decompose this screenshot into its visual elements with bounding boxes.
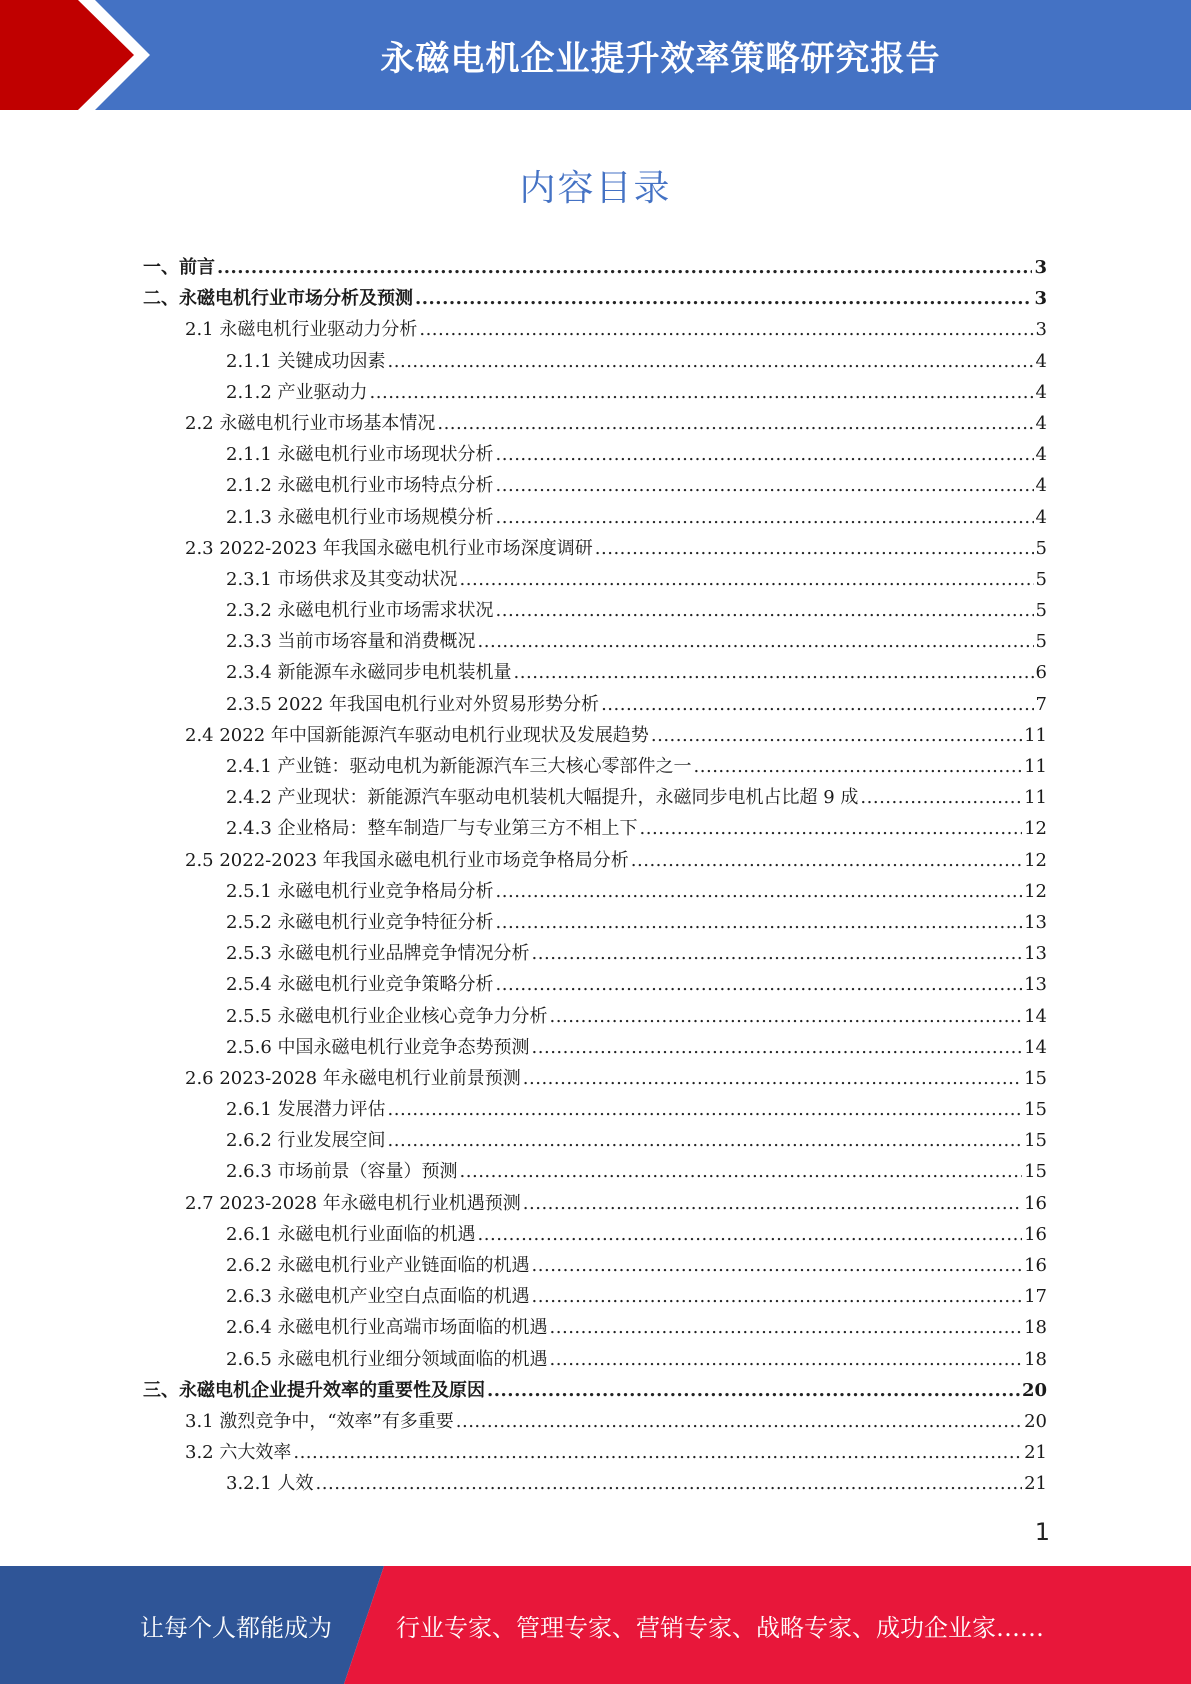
toc-dot-leader (532, 943, 1023, 964)
toc-entry[interactable] (143, 284, 1047, 315)
toc-dot-leader (478, 1224, 1023, 1245)
toc-dot-leader (496, 475, 1034, 496)
toc-dot-leader (456, 1411, 1022, 1432)
toc-entry-label: 2.4.2 产业现状：新能源汽车驱动电机装机大幅提升，永磁同步电机占比超 9 成 (226, 787, 859, 809)
toc-entry-page: 15 (1024, 1130, 1047, 1152)
toc-entry[interactable] (143, 1126, 1047, 1157)
toc-dot-leader (293, 1442, 1022, 1463)
toc-entry-label: 2.6.5 永磁电机行业细分领域面临的机遇 (226, 1348, 548, 1370)
toc-entry[interactable] (143, 970, 1047, 1001)
toc-entry-label: 2.6.1 发展潜力评估 (226, 1099, 386, 1121)
toc-entry-label: 一、前言 (143, 257, 215, 278)
toc-entry-page: 18 (1024, 1348, 1047, 1370)
toc-entry-label: 2.6.3 永磁电机产业空白点面临的机遇 (226, 1286, 530, 1308)
toc-entry-page: 18 (1024, 1317, 1047, 1339)
toc-entry-label: 2.7 2023-2028 年永磁电机行业机遇预测 (185, 1192, 521, 1214)
toc-entry[interactable] (143, 721, 1047, 752)
toc-entry-page: 16 (1024, 1255, 1047, 1276)
toc-dot-leader (595, 538, 1034, 559)
toc-entry-page: 12 (1024, 849, 1047, 871)
toc-dot-leader (496, 600, 1034, 621)
toc-dot-leader (316, 1473, 1023, 1494)
toc-entry[interactable] (143, 1157, 1047, 1188)
toc-entry[interactable] (143, 253, 1047, 284)
toc-dot-leader (860, 787, 1022, 808)
toc-entry[interactable] (143, 347, 1047, 378)
toc-dot-leader (532, 1286, 1023, 1307)
toc-entry-page: 13 (1024, 943, 1047, 965)
toc-entry[interactable] (143, 939, 1047, 970)
toc-entry-label: 2.3.2 永磁电机行业市场需求状况 (226, 600, 494, 622)
toc-entry-page: 20 (1024, 1410, 1047, 1432)
toc-entry-page: 13 (1024, 974, 1047, 996)
toc-entry-label: 2.6 2023-2028 年永磁电机行业前景预测 (185, 1067, 521, 1089)
toc-entry-label: 3.1 激烈竞争中，“效率”有多重要 (185, 1410, 454, 1432)
toc-entry-page: 17 (1024, 1286, 1047, 1308)
toc-entry[interactable] (143, 1220, 1047, 1251)
toc-entry-label: 2.5.1 永磁电机行业竞争格局分析 (226, 880, 494, 902)
toc-entry-page: 3 (1035, 319, 1047, 341)
toc-entry-page: 15 (1024, 1099, 1047, 1121)
toc-entry[interactable] (143, 1189, 1047, 1220)
toc-entry-label: 2.4.3 企业格局：整车制造厂与专业第三方不相上下 (226, 818, 638, 840)
toc-entry[interactable] (143, 877, 1047, 908)
toc-dot-leader (550, 1317, 1023, 1338)
toc-entry-page: 12 (1024, 818, 1047, 840)
toc-dot-leader (694, 756, 1023, 777)
toc-dot-leader (388, 1099, 1023, 1120)
toc-entry-label: 2.2 永磁电机行业市场基本情况 (185, 412, 436, 434)
toc-entry[interactable] (143, 627, 1047, 658)
toc-entry[interactable] (143, 1033, 1047, 1064)
toc-entry[interactable] (143, 534, 1047, 565)
toc-entry[interactable] (143, 658, 1047, 689)
toc-dot-leader (487, 1380, 1020, 1401)
toc-dot-leader (651, 725, 1022, 746)
report-title: 永磁电机企业提升效率策略研究报告 (380, 38, 941, 79)
toc-entry-label: 2.6.1 永磁电机行业面临的机遇 (226, 1223, 476, 1245)
toc-entry[interactable] (143, 1407, 1047, 1438)
toc-entry[interactable] (143, 908, 1047, 939)
toc-entry-label: 三、永磁电机企业提升效率的重要性及原因 (143, 1379, 485, 1401)
toc-entry-label: 2.5.2 永磁电机行业竞争特征分析 (226, 911, 494, 933)
toc-dot-leader (523, 1193, 1022, 1214)
toc-dot-leader (388, 351, 1034, 372)
toc-entry[interactable] (143, 1313, 1047, 1344)
toc-heading: 内容目录 (519, 168, 672, 209)
toc-entry[interactable] (143, 814, 1047, 845)
footer-slogan-right: 行业专家、管理专家、营销专家、战略专家、成功企业家…… (396, 1613, 1044, 1642)
toc-dot-leader (532, 1255, 1023, 1276)
toc-entry-page: 11 (1024, 756, 1047, 777)
footer-slogan-left: 让每个人都能成为 (140, 1613, 332, 1642)
toc-entry-label: 二、永磁电机行业市场分析及预测 (143, 288, 413, 310)
toc-entry-label: 2.6.3 市场前景（容量）预测 (226, 1161, 458, 1183)
toc-dot-leader (478, 631, 1034, 652)
toc-entry[interactable] (143, 1282, 1047, 1313)
toc-entry[interactable] (143, 1469, 1047, 1500)
toc-entry-label: 2.6.4 永磁电机行业高端市场面临的机遇 (226, 1317, 548, 1339)
toc-entry-label: 2.3.4 新能源车永磁同步电机装机量 (226, 662, 512, 684)
toc-dot-leader (460, 1161, 1023, 1182)
toc-entry-page: 21 (1024, 1442, 1047, 1464)
toc-entry-label: 2.3.1 市场供求及其变动状况 (226, 568, 458, 590)
toc-entry-label: 2.1.1 关键成功因素 (226, 350, 386, 372)
toc-dot-leader (217, 257, 1032, 278)
toc-dot-leader (460, 569, 1034, 590)
toc-entry-page: 5 (1035, 631, 1047, 653)
toc-entry-page: 5 (1035, 537, 1047, 559)
toc-entry-label: 2.1.2 产业驱动力 (226, 381, 368, 403)
toc-entry-label: 2.1 永磁电机行业驱动力分析 (185, 319, 418, 341)
toc-entry[interactable] (143, 690, 1047, 721)
toc-entry-label: 2.3 2022-2023 年我国永磁电机行业市场深度调研 (185, 537, 593, 559)
toc-entry-page: 4 (1035, 444, 1047, 466)
toc-entry-page: 4 (1035, 381, 1047, 403)
toc-entry[interactable] (143, 752, 1047, 783)
page-number: 1 (1034, 1518, 1050, 1546)
toc-entry-page: 6 (1035, 662, 1047, 684)
toc-entry-label: 2.5 2022-2023 年我国永磁电机行业市场竞争格局分析 (185, 849, 629, 871)
toc-entry-page: 4 (1035, 412, 1047, 434)
report-header-band (0, 0, 1191, 110)
toc-entry-label: 2.5.4 永磁电机行业竞争策略分析 (226, 974, 494, 996)
toc-entry-page: 5 (1035, 568, 1047, 590)
toc-entry-page: 14 (1024, 1036, 1047, 1058)
toc-entry[interactable] (143, 1376, 1047, 1407)
toc-entry-label: 3.2.1 人效 (226, 1473, 314, 1495)
toc-entry-page: 21 (1024, 1473, 1047, 1495)
toc-entry-page: 4 (1035, 475, 1047, 497)
toc-entry[interactable] (143, 565, 1047, 596)
toc-entry-label: 2.3.3 当前市场容量和消费概况 (226, 631, 476, 653)
toc-dot-leader (514, 662, 1034, 683)
toc-dot-leader (496, 507, 1034, 528)
toc-entry[interactable] (143, 596, 1047, 627)
toc-entry-page: 14 (1024, 1005, 1047, 1027)
toc-entry[interactable] (143, 1064, 1047, 1095)
toc-entry[interactable] (143, 1251, 1047, 1282)
toc-dot-leader (370, 382, 1034, 403)
toc-entry-page: 3 (1034, 288, 1047, 310)
toc-entry-label: 2.1.2 永磁电机行业市场特点分析 (226, 475, 494, 497)
toc-entry[interactable] (143, 503, 1047, 534)
toc-dot-leader (496, 974, 1023, 995)
toc-dot-leader (496, 881, 1023, 902)
toc-entry[interactable] (143, 1002, 1047, 1033)
toc-entry-page: 11 (1024, 787, 1047, 809)
toc-entry[interactable] (143, 1095, 1047, 1126)
toc-entry-page: 11 (1024, 724, 1047, 746)
table-of-contents (143, 253, 1047, 1501)
toc-entry[interactable] (143, 378, 1047, 409)
toc-entry-label: 2.1.1 永磁电机行业市场现状分析 (226, 444, 494, 466)
toc-dot-leader (388, 1130, 1023, 1151)
toc-entry-label: 2.6.2 行业发展空间 (226, 1130, 386, 1152)
toc-entry-label: 2.5.3 永磁电机行业品牌竞争情况分析 (226, 943, 530, 965)
toc-dot-leader (550, 1006, 1023, 1027)
toc-dot-leader (496, 444, 1034, 465)
toc-dot-leader (415, 288, 1032, 309)
toc-entry[interactable] (143, 315, 1047, 346)
toc-entry-page: 16 (1024, 1223, 1047, 1245)
toc-dot-leader (523, 1068, 1022, 1089)
toc-entry[interactable] (143, 440, 1047, 471)
toc-dot-leader (437, 413, 1033, 434)
toc-entry-page: 7 (1035, 693, 1047, 715)
toc-entry-label: 2.3.5 2022 年我国电机行业对外贸易形势分析 (226, 693, 600, 715)
toc-entry[interactable] (143, 409, 1047, 440)
toc-entry[interactable] (143, 783, 1047, 814)
toc-dot-leader (631, 850, 1022, 871)
toc-dot-leader (496, 912, 1023, 933)
toc-entry-label: 2.5.6 中国永磁电机行业竞争态势预测 (226, 1036, 530, 1058)
toc-dot-leader (640, 818, 1023, 839)
toc-entry-page: 13 (1024, 911, 1047, 933)
toc-entry-page: 12 (1024, 880, 1047, 902)
toc-dot-leader (419, 319, 1033, 340)
toc-entry-label: 2.4 2022 年中国新能源汽车驱动电机行业现状及发展趋势 (185, 724, 649, 746)
toc-entry-label: 2.4.1 产业链：驱动电机为新能源汽车三大核心零部件之一 (226, 756, 692, 777)
toc-entry-page: 20 (1021, 1379, 1047, 1401)
toc-entry-page: 16 (1024, 1192, 1047, 1214)
toc-entry-page: 15 (1024, 1067, 1047, 1089)
toc-entry-label: 2.1.3 永磁电机行业市场规模分析 (226, 506, 494, 528)
toc-dot-leader (532, 1037, 1023, 1058)
toc-entry-page: 4 (1035, 506, 1047, 528)
report-footer-band (0, 1566, 1191, 1684)
toc-entry[interactable] (143, 471, 1047, 502)
toc-entry-page: 3 (1034, 257, 1047, 278)
toc-entry[interactable] (143, 1438, 1047, 1469)
toc-entry-label: 2.5.5 永磁电机行业企业核心竞争力分析 (226, 1005, 548, 1027)
toc-entry[interactable] (143, 1345, 1047, 1376)
toc-entry-label: 2.6.2 永磁电机行业产业链面临的机遇 (226, 1255, 530, 1276)
toc-entry-label: 3.2 六大效率 (185, 1442, 292, 1464)
toc-entry-page: 4 (1035, 350, 1047, 372)
toc-dot-leader (550, 1349, 1023, 1370)
toc-entry-page: 15 (1024, 1161, 1047, 1183)
toc-entry-page: 5 (1035, 600, 1047, 622)
toc-entry[interactable] (143, 846, 1047, 877)
toc-dot-leader (601, 694, 1033, 715)
